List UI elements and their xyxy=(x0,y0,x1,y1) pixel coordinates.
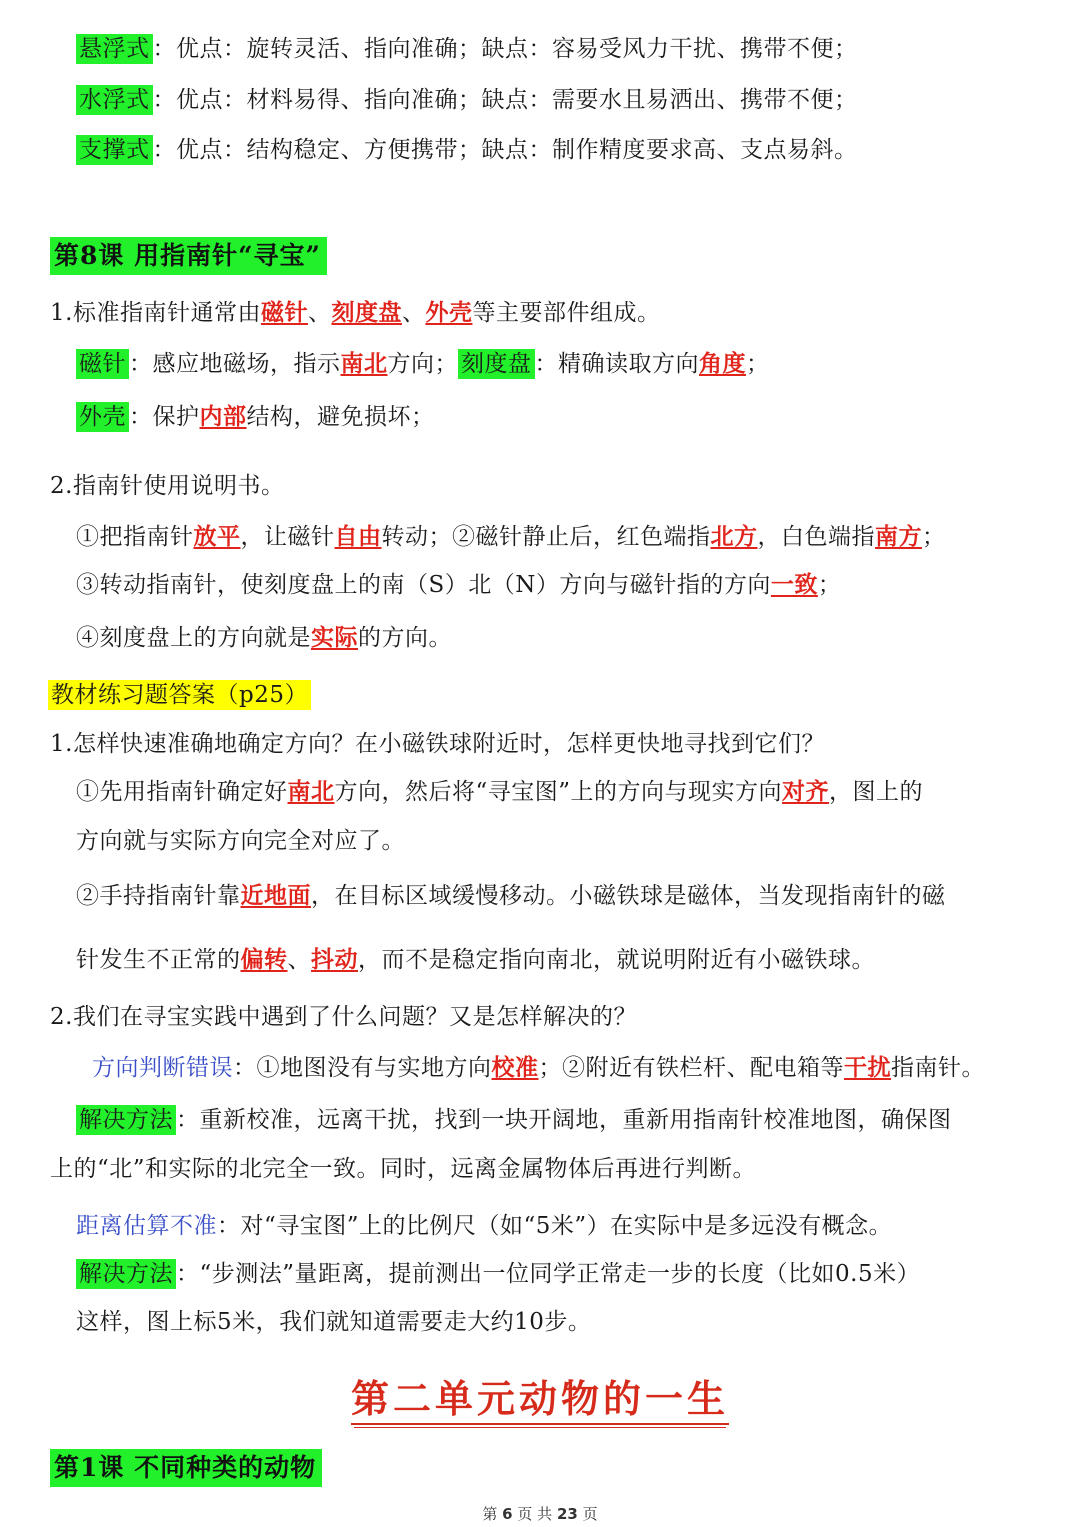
text: ；②附近有铁栏杆、配电箱等 xyxy=(538,1055,844,1081)
keyword: 内部 xyxy=(199,403,247,430)
text: 转动；②磁针静止后，红色端指 xyxy=(381,524,711,550)
problem-label: 方向判断错误 xyxy=(92,1055,233,1081)
ex-a2d xyxy=(76,1209,892,1243)
exercise-title-text: 教材练习题答案（p25） xyxy=(48,680,311,710)
ex-q2: 2.我们在寻宝实践中遇到了什么问题？又是怎样解决的？ xyxy=(50,1004,637,1030)
line-text: ：优点：旋转灵活、指向准确；缺点：容易受风力干扰、携带不便； xyxy=(152,36,858,62)
keyword: 校准 xyxy=(491,1054,539,1081)
ex-a2b xyxy=(76,1103,952,1137)
text: 针发生不正常的 xyxy=(76,947,241,973)
ex-a2e xyxy=(76,1257,920,1291)
text: 、 xyxy=(401,300,426,326)
text: ：①地图没有与实地方向 xyxy=(233,1055,492,1081)
keyword: 刻度盘 xyxy=(331,299,402,326)
l8-p2: 2.指南针使用说明书。 xyxy=(50,473,285,499)
l8-p1b xyxy=(76,400,435,434)
text: ，而不是稳定指向南北，就说明附近有小磁铁球。 xyxy=(358,947,875,973)
current-page: 6 xyxy=(502,1505,513,1523)
text: 方向，然后将“寻宝图”上的方向与现实方向 xyxy=(334,779,783,805)
ex-a1a xyxy=(76,775,923,809)
text: ①把指南针 xyxy=(76,524,194,550)
line-text: ：优点：结构稳定、方便携带；缺点：制作精度要求高、支点易斜。 xyxy=(152,137,858,163)
text: 方向； xyxy=(387,351,458,377)
keyword: 南北 xyxy=(287,778,335,805)
part-tag: 刻度盘 xyxy=(458,349,535,379)
exercise-title xyxy=(48,678,311,712)
type-tag: 支撑式 xyxy=(76,135,153,165)
text: ，图上的 xyxy=(829,779,924,805)
intro-line-3 xyxy=(76,133,858,167)
text: ：保护 xyxy=(129,404,200,430)
l8-p2a xyxy=(76,520,946,554)
lesson8-title: 第8课 用指南针“寻宝” xyxy=(50,237,327,275)
solution-tag: 解决方法 xyxy=(76,1259,176,1289)
ex-q1: 1.怎样快速准确地确定方向？在小磁铁球附近时，怎样更快地寻找到它们？ xyxy=(50,731,825,757)
keyword: 实际 xyxy=(311,624,358,651)
text: ：“步测法”量距离，提前测出一位同学正常走一步的长度（比如0.5米） xyxy=(176,1261,921,1287)
text: ③转动指南针，使刻度盘上的南（S）北（N）方向与磁针指的方向 xyxy=(76,572,771,598)
keyword: 自由 xyxy=(334,523,382,550)
text: 的方向。 xyxy=(358,625,452,651)
ex-a2f: 这样，图上标5米，我们就知道需要走大约10步。 xyxy=(76,1309,592,1335)
text: ①先用指南针确定好 xyxy=(76,779,288,805)
solution-tag: 解决方法 xyxy=(76,1105,176,1135)
text: ； xyxy=(746,351,770,377)
text: ：重新校准，远离干扰，找到一块开阔地，重新用指南针校准地图，确保图 xyxy=(176,1107,952,1133)
ex-a2c: 上的“北”和实际的北完全一致。同时，远离金属物体后再进行判断。 xyxy=(50,1156,757,1182)
part-tag: 外壳 xyxy=(76,402,129,432)
ex-a1d xyxy=(76,943,875,977)
unit2-title xyxy=(0,1372,1080,1426)
text: 、 xyxy=(287,947,311,973)
keyword: 磁针 xyxy=(260,299,308,326)
text: ，让磁针 xyxy=(240,524,335,550)
l8-p2c xyxy=(76,621,452,655)
l8-p1a xyxy=(76,347,770,381)
keyword: 干扰 xyxy=(844,1054,891,1081)
intro-line-1 xyxy=(76,32,858,66)
keyword: 对齐 xyxy=(782,778,830,805)
ex-a1b: 方向就与实际方向完全对应了。 xyxy=(76,828,405,854)
lesson1-title: 第1课 不同种类的动物 xyxy=(50,1449,322,1487)
text: 、 xyxy=(307,300,332,326)
text: ：精确读取方向 xyxy=(534,351,699,377)
part-tag: 磁针 xyxy=(76,349,129,379)
text: ，白色端指 xyxy=(757,524,875,550)
text: 结构，避免损坏； xyxy=(246,404,435,430)
text: ②手持指南针靠 xyxy=(76,883,241,909)
keyword: 抖动 xyxy=(311,946,358,973)
text: ：对“寻宝图”上的比例尺（如“5米”）在实际中是多远没有概念。 xyxy=(217,1213,893,1239)
unit2-title-text: 第二单元动物的一生 xyxy=(351,1376,729,1425)
l8-p1 xyxy=(50,296,660,330)
keyword: 角度 xyxy=(699,350,746,377)
page-footer xyxy=(0,1503,1080,1524)
keyword: 北方 xyxy=(710,523,758,550)
footer-text: 第 xyxy=(482,1505,498,1523)
keyword: 近地面 xyxy=(240,882,311,909)
ex-a1c xyxy=(76,879,946,913)
keyword: 外壳 xyxy=(425,299,473,326)
keyword: 偏转 xyxy=(240,946,288,973)
text: 等主要部件组成。 xyxy=(472,300,661,326)
l8-p2b xyxy=(76,568,841,602)
type-tag: 悬浮式 xyxy=(76,34,153,64)
footer-text: 页 共 xyxy=(517,1505,553,1523)
text: ：感应地磁场，指示 xyxy=(129,351,341,377)
text: ； xyxy=(817,572,842,598)
text: 1.标准指南针通常由 xyxy=(50,300,261,326)
type-tag: 水浮式 xyxy=(76,85,153,115)
problem-label: 距离估算不准 xyxy=(76,1213,217,1239)
keyword: 南北 xyxy=(340,350,388,377)
ex-a2a xyxy=(92,1051,985,1085)
keyword: 放平 xyxy=(193,523,241,550)
line-text: ：优点：材料易得、指向准确；缺点：需要水且易洒出、携带不便； xyxy=(152,87,858,113)
keyword: 南方 xyxy=(875,523,922,550)
text: ，在目标区域缓慢移动。小磁铁球是磁体，当发现指南针的磁 xyxy=(311,883,946,909)
intro-line-2 xyxy=(76,83,858,117)
text: ④刻度盘上的方向就是 xyxy=(76,625,311,651)
keyword: 一致 xyxy=(770,571,818,598)
text: 指南针。 xyxy=(891,1055,985,1081)
total-pages: 23 xyxy=(556,1505,578,1523)
footer-text: 页 xyxy=(582,1505,598,1523)
text: ； xyxy=(922,524,946,550)
